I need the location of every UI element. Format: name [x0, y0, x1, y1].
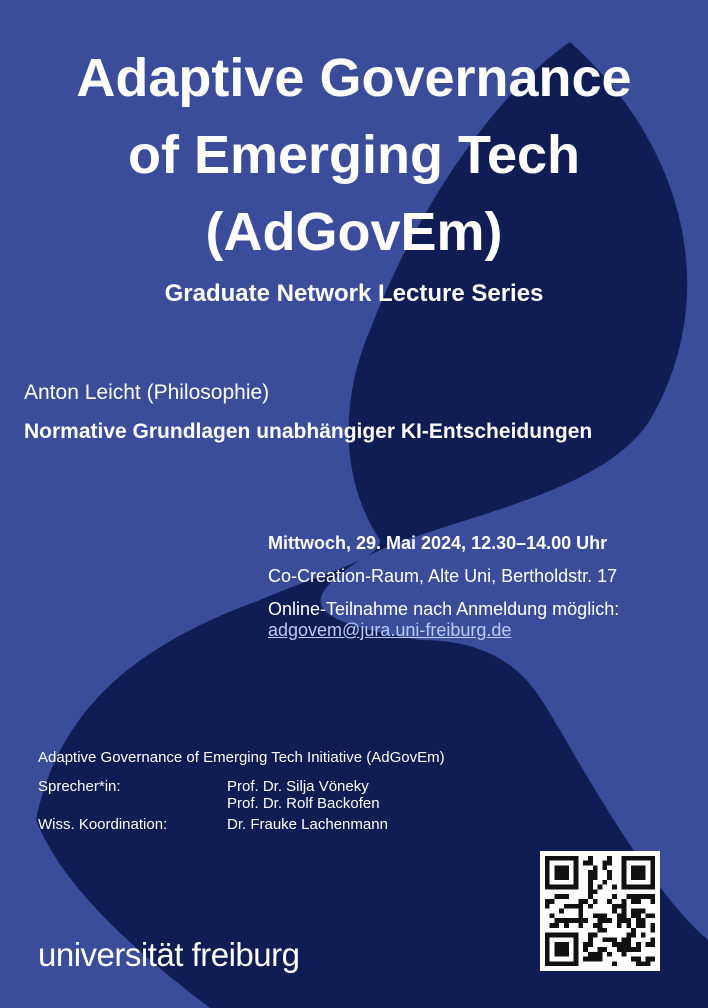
title-line-2: of Emerging Tech	[127, 125, 581, 185]
registration-email-link[interactable]: adgovem@jura.uni-freiburg.de	[268, 620, 512, 640]
title-line-3: (AdGovEm)	[205, 202, 503, 262]
event-location: Co-Creation-Raum, Alte Uni, Bertholdstr. 17	[268, 566, 618, 586]
speakers-row	[38, 778, 445, 812]
talk-title: Normative Grundlagen unabhängiger KI-Entscheidungen	[24, 420, 593, 443]
university-logo: universität freiburg	[38, 936, 300, 973]
speaker-name: Anton Leicht (Philosophie)	[24, 381, 270, 404]
coordination-label: Wiss. Koordination:	[38, 816, 168, 833]
event-details	[268, 533, 619, 641]
speakers-names	[227, 778, 380, 812]
coordination-row	[38, 816, 445, 833]
qr-code-icon[interactable]	[540, 851, 660, 971]
online-participation-note: Online-Teilnahme nach Anmeldung möglich:	[268, 599, 620, 619]
speakers-label: Sprecher*in:	[38, 778, 121, 795]
speaker-1: Prof. Dr. Silja Vöneky	[227, 778, 369, 795]
coordinator-name: Dr. Frauke Lachenmann	[227, 816, 388, 833]
poster-title	[0, 40, 708, 271]
title-line-1: Adaptive Governance	[76, 48, 632, 108]
speaker-2: Prof. Dr. Rolf Backofen	[227, 795, 380, 812]
initiative-info	[38, 749, 445, 837]
series-subtitle: Graduate Network Lecture Series	[164, 280, 544, 307]
initiative-name: Adaptive Governance of Emerging Tech Initiative (AdGovEm)	[38, 749, 445, 766]
event-date: Mittwoch, 29. Mai 2024, 12.30–14.00 Uhr	[268, 533, 608, 553]
